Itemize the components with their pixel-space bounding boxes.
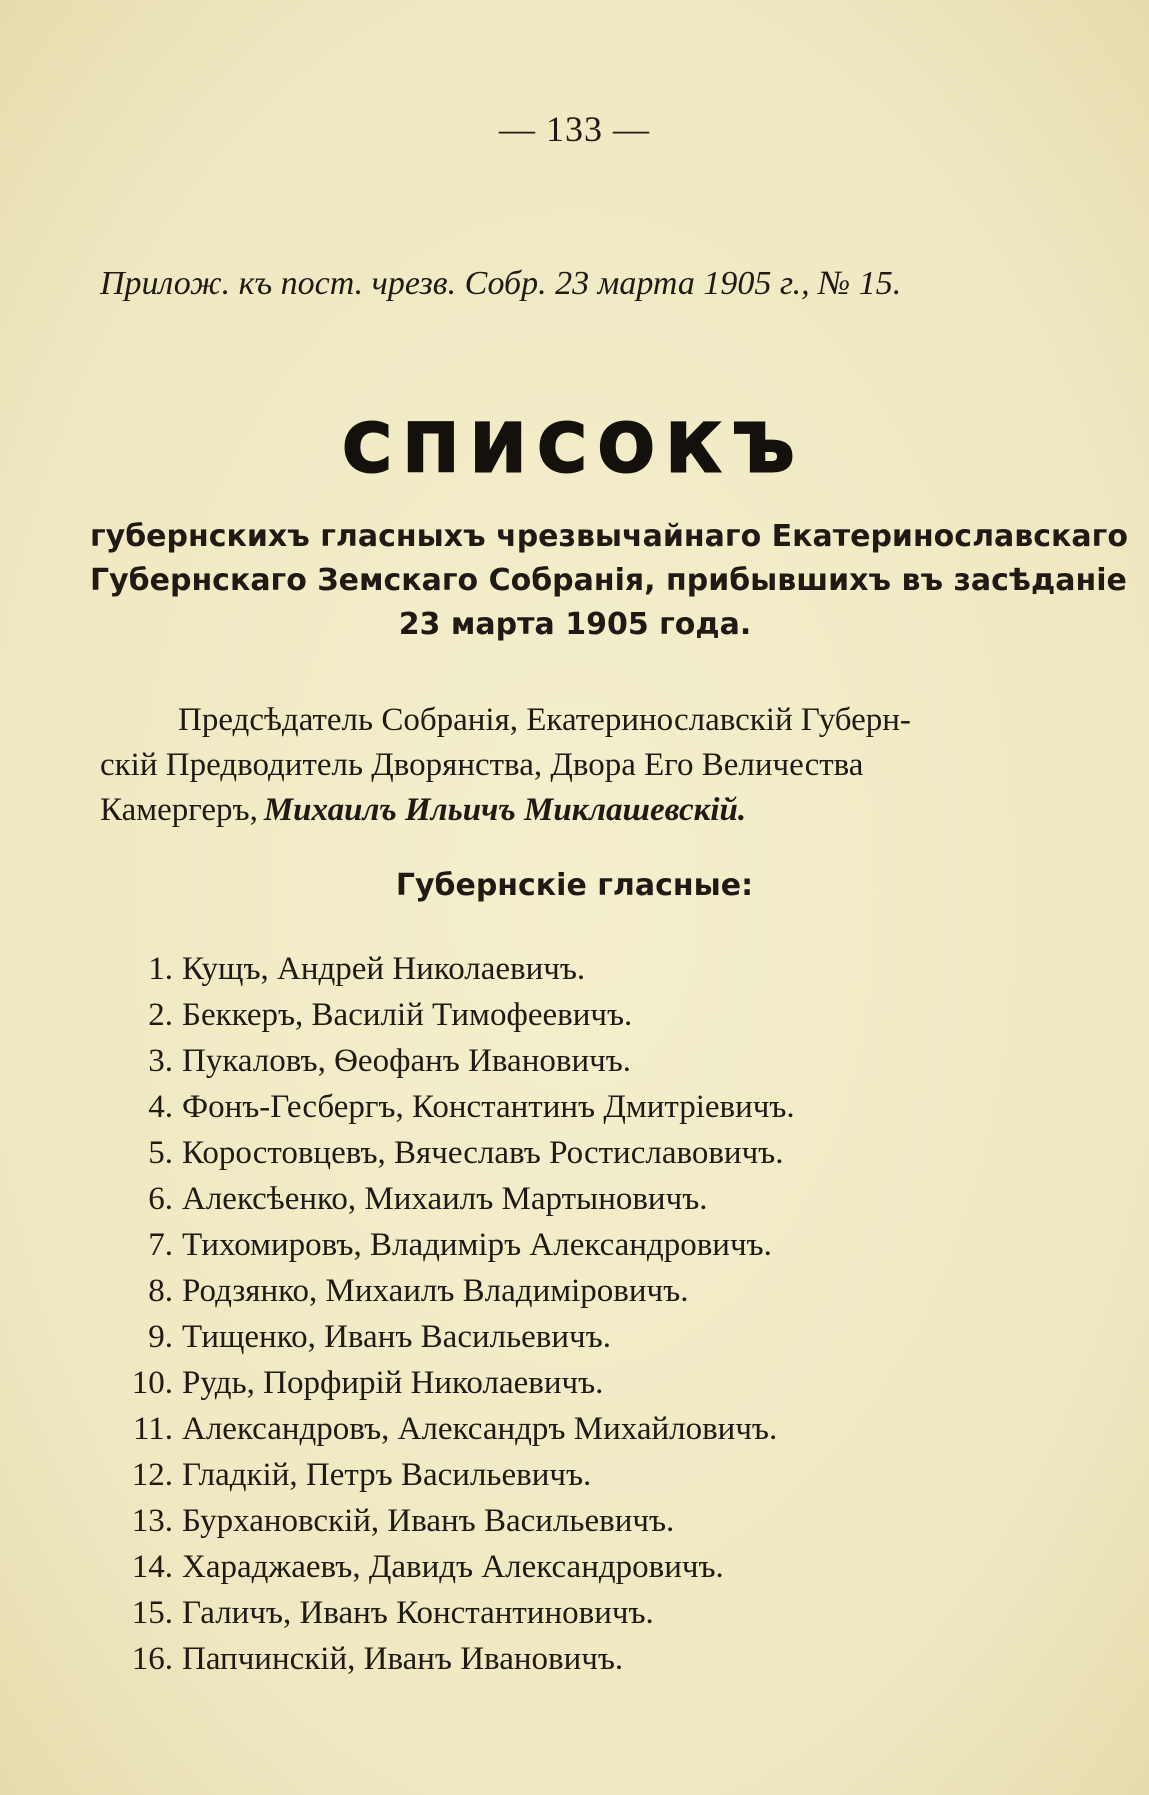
list-item-number: 11. xyxy=(132,1411,173,1447)
appendix-note: Прилож. къ пост. чрезв. Собр. 23 марта 1905 г., № 15. xyxy=(100,265,902,302)
chairman-line: скій Предводитель Дворянства, Двора Его Величества xyxy=(100,747,864,783)
list-item-number: 13. xyxy=(131,1503,173,1539)
list-item xyxy=(100,1268,795,1314)
list-item-number: 10. xyxy=(131,1365,173,1401)
chairman-paragraph xyxy=(100,698,1030,833)
list-item-name: Пукаловъ, Ѳеофанъ Ивановичъ. xyxy=(182,1043,632,1079)
list-item-number: 12. xyxy=(131,1457,173,1493)
list-item-name: Бурхановскій, Иванъ Васильевичъ. xyxy=(182,1503,675,1539)
document-subtitle xyxy=(90,515,1128,647)
list-item xyxy=(100,1590,795,1636)
list-item-name: Тихомировъ, Владиміръ Александровичъ. xyxy=(182,1227,772,1263)
list-item-name: Беккеръ, Василій Тимофеевичъ. xyxy=(182,997,633,1033)
list-item-number: 8. xyxy=(148,1273,173,1309)
list-item xyxy=(100,992,795,1038)
list-item-name: Гладкій, Петръ Васильевичъ. xyxy=(182,1457,592,1493)
list-item-name: Фонъ-Гесбергъ, Константинъ Дмитріевичъ. xyxy=(182,1089,795,1125)
list-item-number: 4. xyxy=(148,1089,173,1125)
list-item-name: Тищенко, Иванъ Васильевичъ. xyxy=(182,1319,611,1355)
list-item-number: 1. xyxy=(148,951,173,987)
list-item xyxy=(100,946,795,992)
page-number: — 133 — xyxy=(499,109,650,149)
list-item-name: Хараджаевъ, Давидъ Александровичъ. xyxy=(182,1549,724,1585)
list-item-number: 9. xyxy=(148,1319,173,1355)
list-item-name: Коростовцевъ, Вячеславъ Ростиславовичъ. xyxy=(182,1135,784,1171)
chairman-line: Предсѣдатель Собранія, Екатеринославскій Губерн- xyxy=(178,702,911,738)
list-item-name: Родзянко, Михаилъ Владиміровичъ. xyxy=(182,1273,689,1309)
list-item-name: Рудь, Порфирій Николаевичъ. xyxy=(182,1365,604,1401)
subtitle-line: 23 марта 1905 года. xyxy=(398,607,752,642)
list-item xyxy=(100,1130,795,1176)
list-item xyxy=(100,1452,795,1498)
list-item-number: 3. xyxy=(148,1043,173,1079)
list-item xyxy=(100,1406,795,1452)
list-item-number: 15. xyxy=(131,1595,173,1631)
list-item-number: 16. xyxy=(131,1641,173,1677)
list-item-name: Кущъ, Андрей Николаевичъ. xyxy=(182,951,586,987)
list-item-name: Папчинскій, Иванъ Ивановичъ. xyxy=(182,1641,624,1677)
subtitle-line: Губернскаго Земскаго Собранія, прибывшихъ въ засѣданіе xyxy=(90,563,1127,598)
list-item xyxy=(100,1222,795,1268)
list-item-number: 6. xyxy=(148,1181,173,1217)
list-item-number: 2. xyxy=(148,997,173,1033)
chairman-title: Камергеръ, xyxy=(100,792,258,828)
list-item xyxy=(100,1084,795,1130)
section-title: Губернскіе гласные: xyxy=(395,868,754,903)
document-heading: СПИСОКЪ xyxy=(342,410,807,487)
list-item-name: Галичъ, Иванъ Константиновичъ. xyxy=(182,1595,654,1631)
list-item-number: 5. xyxy=(148,1135,173,1171)
chairman-name: Михаилъ Ильичъ Миклашевскій. xyxy=(263,792,747,828)
list-item xyxy=(100,1636,795,1682)
list-item-name: Александровъ, Александръ Михайловичъ. xyxy=(182,1411,778,1447)
list-item xyxy=(100,1176,795,1222)
list-item xyxy=(100,1038,795,1084)
list-item-name: Алексѣенко, Михаилъ Мартыновичъ. xyxy=(182,1181,708,1217)
members-list xyxy=(100,946,795,1682)
list-item-number: 7. xyxy=(148,1227,173,1263)
list-item xyxy=(100,1498,795,1544)
list-item xyxy=(100,1544,795,1590)
chairman-line xyxy=(100,788,1030,833)
list-item xyxy=(100,1314,795,1360)
subtitle-line: губернскихъ гласныхъ чрезвычайнаго Екатеринославскаго xyxy=(90,519,1128,554)
list-item xyxy=(100,1360,795,1406)
list-item-number: 14. xyxy=(131,1549,173,1585)
